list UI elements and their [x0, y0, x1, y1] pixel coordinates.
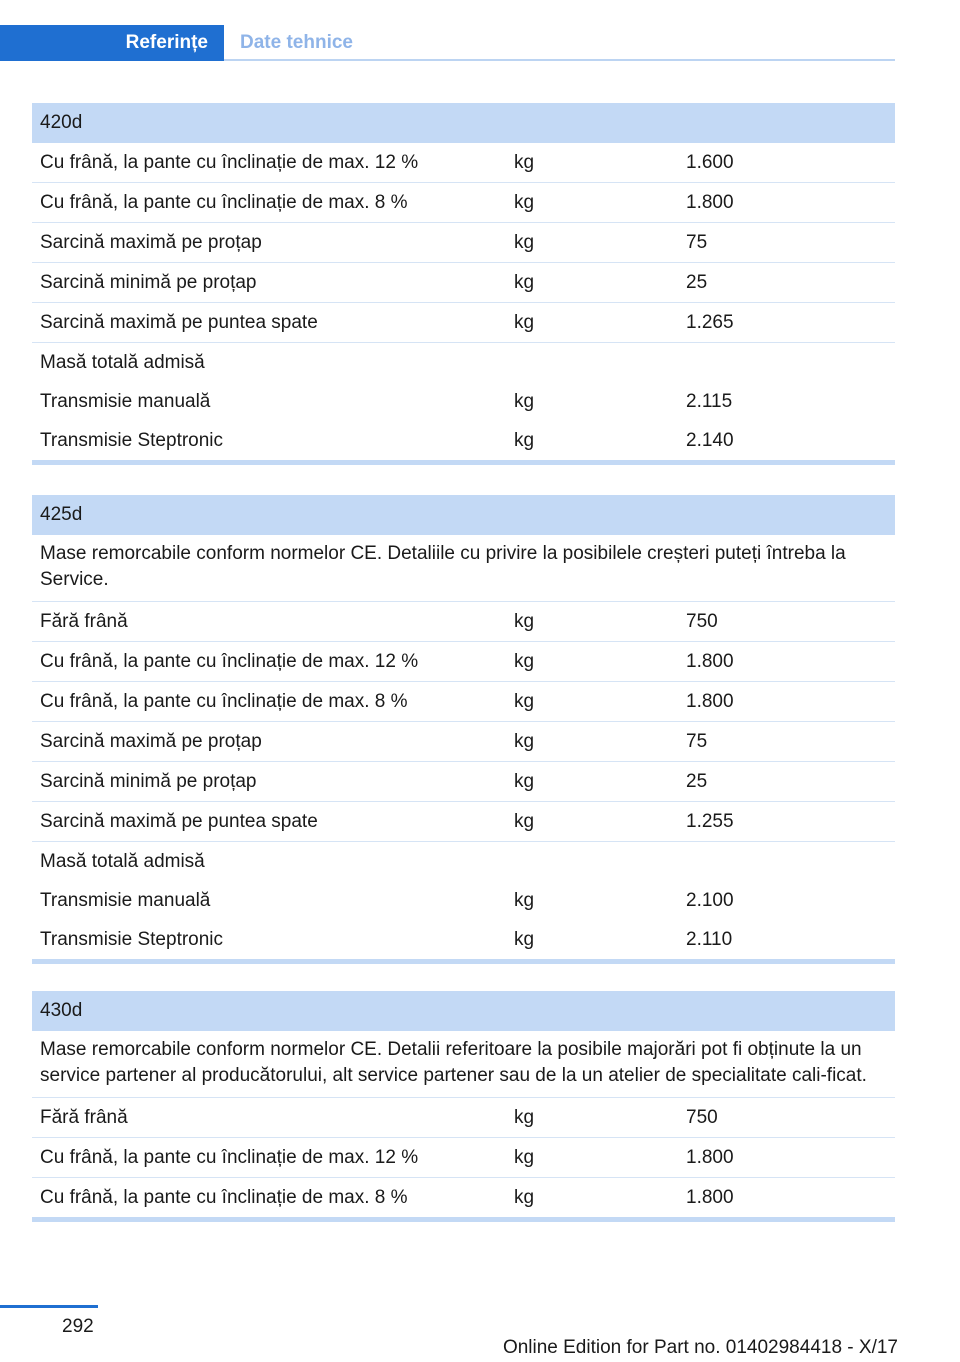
- row-label: Sarcină maximă pe proțap: [40, 731, 262, 752]
- tab-referinte[interactable]: Referințe: [0, 25, 224, 61]
- row-unit: kg: [514, 1107, 535, 1128]
- row-unit: kg: [514, 1147, 535, 1168]
- row-label: Cu frână, la pante cu înclinație de max. 8 %: [40, 1187, 408, 1208]
- group-label-row: [32, 842, 895, 881]
- table-row: [32, 1098, 895, 1138]
- row-unit: kg: [514, 232, 535, 253]
- row-value: 1.800: [686, 1147, 734, 1168]
- row-value: 25: [686, 272, 708, 293]
- row-value: 2.115: [686, 391, 733, 412]
- row-label: Sarcină maximă pe puntea spate: [40, 811, 318, 832]
- table-row: [32, 642, 895, 682]
- row-unit: kg: [514, 929, 535, 950]
- row-label: Cu frână, la pante cu înclinație de max. 12 %: [40, 651, 419, 672]
- table-row: [32, 881, 895, 920]
- row-unit: kg: [514, 691, 535, 712]
- section-note: Mase remorcabile conform normelor CE. Detaliile cu privire la posibilele creșteri puteți întreba la Service.: [32, 535, 895, 602]
- page-number-rule: [0, 1305, 98, 1308]
- row-value: 1.265: [686, 312, 734, 333]
- row-value: 1.255: [686, 811, 734, 832]
- row-value: 75: [686, 232, 708, 253]
- table-row: [32, 1178, 895, 1217]
- table-425d: [32, 495, 895, 964]
- table-row: [32, 920, 895, 959]
- row-unit: kg: [514, 611, 535, 632]
- table-row: [32, 143, 895, 183]
- row-label: Cu frână, la pante cu înclinație de max. 8 %: [40, 192, 408, 213]
- table-row: [32, 183, 895, 223]
- row-value: 1.800: [686, 651, 734, 672]
- table-row: [32, 303, 895, 343]
- row-value: 1.800: [686, 1187, 734, 1208]
- table-row: [32, 602, 895, 642]
- table-row: [32, 1138, 895, 1178]
- row-unit: kg: [514, 192, 535, 213]
- row-unit: kg: [514, 651, 535, 672]
- section-title: 425d: [32, 495, 895, 535]
- section-title: 420d: [32, 103, 895, 143]
- row-label: Fără frână: [40, 1107, 128, 1128]
- row-unit: kg: [514, 1187, 535, 1208]
- row-unit: kg: [514, 312, 535, 333]
- group-label: Masă totală admisă: [40, 352, 205, 373]
- row-value: 750: [686, 1107, 718, 1128]
- row-value: 1.800: [686, 691, 734, 712]
- tab-date-tehnice[interactable]: Date tehnice: [240, 32, 353, 53]
- row-label: Cu frână, la pante cu înclinație de max. 8 %: [40, 691, 408, 712]
- row-unit: kg: [514, 430, 535, 451]
- table-row: [32, 263, 895, 303]
- row-unit: kg: [514, 811, 535, 832]
- tab-divider: [224, 59, 895, 61]
- page-number: 292: [62, 1316, 94, 1337]
- row-label: Sarcină maximă pe proțap: [40, 232, 262, 253]
- row-unit: kg: [514, 391, 535, 412]
- table-row: [32, 802, 895, 842]
- row-unit: kg: [514, 890, 535, 911]
- row-value: 750: [686, 611, 718, 632]
- section-title: 430d: [32, 991, 895, 1031]
- row-unit: kg: [514, 771, 535, 792]
- row-value: 2.140: [686, 430, 734, 451]
- row-label: Cu frână, la pante cu înclinație de max. 12 %: [40, 152, 419, 173]
- row-label: Transmisie manuală: [40, 890, 211, 911]
- table-row: [32, 382, 895, 421]
- group-label-row: [32, 343, 895, 382]
- row-value: 1.600: [686, 152, 734, 173]
- group-label: Masă totală admisă: [40, 851, 205, 872]
- row-label: Sarcină minimă pe proțap: [40, 272, 257, 293]
- row-value: 1.800: [686, 192, 734, 213]
- row-label: Transmisie Steptronic: [40, 430, 224, 451]
- row-value: 75: [686, 731, 708, 752]
- row-unit: kg: [514, 152, 535, 173]
- footer-edition: Online Edition for Part no. 01402984418 - X/17: [502, 1337, 898, 1358]
- row-label: Fără frână: [40, 611, 128, 632]
- table-row: [32, 223, 895, 263]
- table-row: [32, 421, 895, 460]
- row-unit: kg: [514, 731, 535, 752]
- row-label: Sarcină maximă pe puntea spate: [40, 312, 318, 333]
- row-label: Transmisie manuală: [40, 391, 211, 412]
- row-label: Cu frână, la pante cu înclinație de max. 12 %: [40, 1147, 419, 1168]
- row-value: 2.100: [686, 890, 734, 911]
- table-row: [32, 682, 895, 722]
- row-value: 2.110: [686, 929, 733, 950]
- table-row: [32, 762, 895, 802]
- section-note: Mase remorcabile conform normelor CE. Detalii referitoare la posibile majorări pot fi obținute la un service partener al producătorului, alt service partener sau de la un atelier de specialitate cali‐ficat.: [32, 1031, 895, 1098]
- row-label: Sarcină minimă pe proțap: [40, 771, 257, 792]
- table-430d: [32, 991, 895, 1222]
- table-row: [32, 722, 895, 762]
- row-unit: kg: [514, 272, 535, 293]
- table-420d: [32, 103, 895, 465]
- header-tabs: [0, 25, 895, 61]
- row-value: 25: [686, 771, 708, 792]
- row-label: Transmisie Steptronic: [40, 929, 224, 950]
